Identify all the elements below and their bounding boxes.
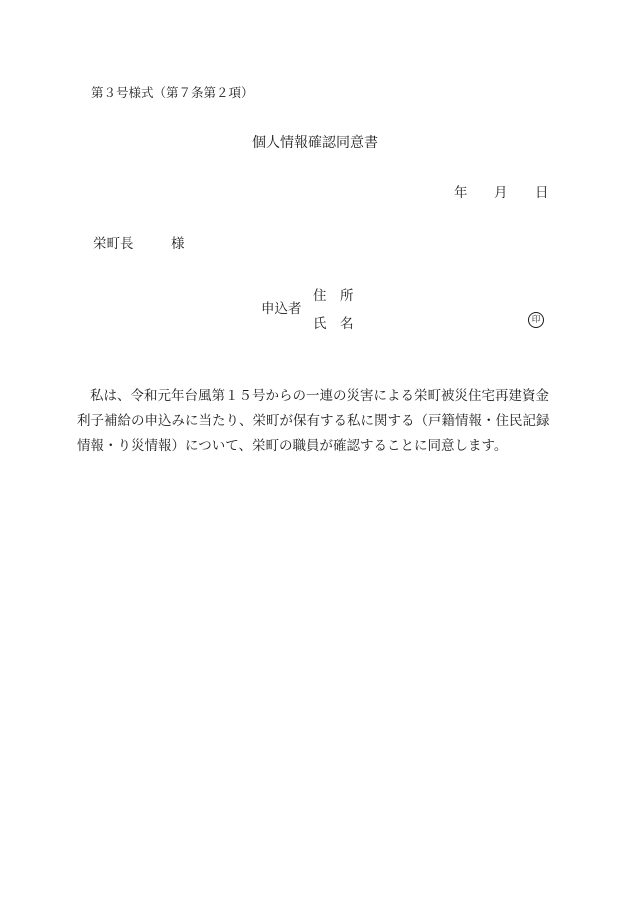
consent-line: 情報・り災情報）について、栄町の職員が確認することに同意します。 (77, 438, 508, 454)
seal-mark-icon: 印 (528, 312, 544, 328)
document-title: 個人情報確認同意書 (252, 135, 378, 151)
name-label: 氏 名 (313, 316, 354, 332)
addressee-honorific: 様 (171, 236, 185, 252)
consent-line: 私は、令和元年台風第１５号からの一連の災害による栄町被災住宅再建資金 (90, 388, 549, 404)
consent-text (77, 384, 553, 459)
addressee-name: 栄町長 (93, 236, 134, 252)
date-day-label: 日 (535, 185, 549, 201)
applicant-label: 申込者 (261, 301, 302, 317)
address-label: 住 所 (313, 288, 354, 304)
date-month-label: 月 (494, 185, 508, 201)
form-number: 第３号様式（第７条第２項） (91, 85, 254, 100)
date-year-label: 年 (454, 185, 468, 201)
consent-line: 利子補給の申込みに当たり、栄町が保有する私に関する（戸籍情報・住民記録 (77, 413, 550, 429)
